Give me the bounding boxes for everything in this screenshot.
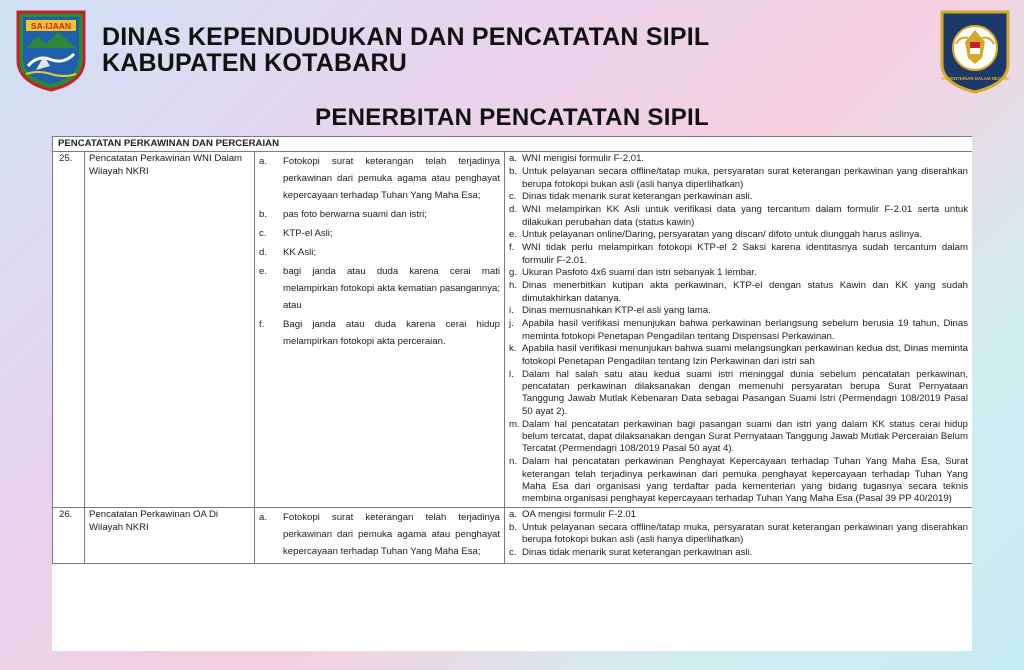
procedures-list xyxy=(509,509,968,559)
item-text: pas foto berwarna suami dan istri; xyxy=(283,209,427,221)
requirement-item xyxy=(259,244,500,261)
item-label: a. xyxy=(259,156,268,168)
item-label: d. xyxy=(259,247,268,259)
requirement-item xyxy=(259,263,500,314)
item-label: b. xyxy=(509,166,518,178)
item-text: bagi janda atau duda karena cerai mati melampirkan fotokopi akta kematian pasangannya; atau xyxy=(283,266,500,312)
item-label: g. xyxy=(509,267,518,279)
service-name: Pencatatan Perkawinan OA Di Wilayah NKRI xyxy=(85,508,255,564)
procedures-cell xyxy=(505,152,973,508)
procedure-item xyxy=(509,305,968,317)
item-text: Untuk pelayanan online/Daring, persyaratan yang discan/ difoto untuk diunggah harus aslinya. xyxy=(522,229,923,241)
item-label: f. xyxy=(259,319,265,331)
item-text: Dinas memusnahkan KTP-el asli yang lama. xyxy=(522,305,711,317)
procedure-item xyxy=(509,547,968,559)
item-text: Dinas tidak menarik surat keterangan perkawinan asli. xyxy=(522,191,753,203)
item-text: KTP-el Asli; xyxy=(283,228,333,240)
section-header-row xyxy=(53,137,973,152)
requirements-list xyxy=(259,509,500,560)
item-text: Apabila hasil verifikasi menunjukan bahwa perkawinan berlangsung sebelum berusia 19 tahun, Dinas meminta fotokopi Penetapan Pengadilan tentang Dispensasi Perkawinan. xyxy=(522,318,969,342)
item-label: m. xyxy=(509,418,520,430)
procedure-item xyxy=(509,153,968,165)
item-text: Dalam hal pencatatan perkawinan bagi pasangan suami dan istri yang dalam KK status cerai hidup belum tercatat, dapat dilaksanakan dengan Surat Pernyataan Tanggung Jawab Mutlak Perceraian Belum Tercatat (Permendagri 108/2019 Pasal 50 ayat 4). xyxy=(522,418,969,455)
procedure-item xyxy=(509,509,968,521)
item-label: h. xyxy=(509,280,518,292)
ministry-home-affairs-emblem xyxy=(938,8,1012,94)
item-text: KK Asli; xyxy=(283,247,317,259)
procedures-list xyxy=(509,153,968,505)
procedure-item xyxy=(509,229,968,241)
requirements-cell xyxy=(255,508,505,564)
procedure-item xyxy=(509,267,968,279)
requirements-cell xyxy=(255,152,505,508)
procedure-item xyxy=(509,204,968,229)
row-number: 26. xyxy=(53,508,85,564)
item-label: a. xyxy=(509,153,518,165)
item-label: e. xyxy=(259,266,268,278)
requirements-list xyxy=(259,153,500,350)
procedure-item xyxy=(509,280,968,305)
emblem-motto: SA-IJAAN xyxy=(30,21,72,31)
kotabaru-regency-emblem xyxy=(14,8,88,92)
procedure-item xyxy=(509,456,968,506)
procedure-item xyxy=(509,318,968,343)
table-row xyxy=(53,152,973,508)
organization-name: DINAS KEPENDUDUKAN DAN PENCATATAN SIPIL xyxy=(102,23,710,51)
item-text: Fotokopi surat keterangan telah terjadinya perkawinan dari pemuka agama atau penghayat kepercayaan terhadap Tuhan Yang Maha Esa; xyxy=(283,512,500,558)
item-label: k. xyxy=(509,343,517,355)
item-label: n. xyxy=(509,456,518,468)
service-name: Pencatatan Perkawinan WNI Dalam Wilayah NKRI xyxy=(85,152,255,508)
item-label: l. xyxy=(509,368,514,380)
requirement-item xyxy=(259,316,500,350)
item-label: a. xyxy=(509,509,518,521)
procedure-item xyxy=(509,191,968,203)
emblem-caption: KEMENTERIAN DALAM NEGERI xyxy=(941,76,1009,81)
item-text: WNI melampirkan KK Asli untuk verifikasi data yang tercantum dalam formulir F-2.01 serta untuk dilakukan perubahan data (status kawin) xyxy=(522,204,969,228)
item-label: i. xyxy=(509,305,514,317)
requirement-item xyxy=(259,206,500,223)
procedure-item xyxy=(509,343,968,368)
table-row xyxy=(53,508,973,564)
item-label: c. xyxy=(509,191,517,203)
item-text: Dinas tidak menarik surat keterangan perkawinan asli. xyxy=(522,547,753,559)
item-text: Bagi janda atau duda karena cerai hidup melampirkan fotokopi akta perceraian. xyxy=(283,319,500,348)
item-label: d. xyxy=(509,204,518,216)
item-text: WNI tidak perlu melampirkan fotokopi KTP-el 2 Saksi karena identitasnya sudah tercantum dalam formulir F-2.01. xyxy=(522,242,969,266)
requirement-item xyxy=(259,225,500,242)
item-text: Ukuran Pasfoto 4x6 suami dan istri sebanyak 1 lembar. xyxy=(522,267,757,279)
item-text: Untuk pelayanan secara offline/tatap muka, persyaratan surat keterangan perkawinan yang diserahkan berupa fotokopi bukan asli (asli hanya diperlihatkan) xyxy=(522,522,969,546)
item-text: Dalam hal pencatatan perkawinan Penghayat Kepercayaan terhadap Tuhan Yang Maha Esa, Surat keterangan telah terjadinya perkawinan dari pemuka penghayat kepercayaan terhadap Tuhan Yang Maha Esa dari organisasi yang terdaftar pada kementerian yang bidang tugasnya secara teknis membina organisasi penghayat kepercayaan terhadap Tuhan Yang Maha Esa (Pasal 39 PP 40/2019) xyxy=(522,456,969,505)
procedure-item xyxy=(509,166,968,191)
requirement-item xyxy=(259,153,500,204)
section-title: PENCATATAN PERKAWINAN DAN PERCERAIAN xyxy=(53,137,973,152)
row-number: 25. xyxy=(53,152,85,508)
item-text: WNI mengisi formulir F-2.01. xyxy=(522,153,645,165)
item-label: j. xyxy=(509,318,514,330)
item-label: c. xyxy=(259,228,267,240)
item-text: Fotokopi surat keterangan telah terjadinya perkawinan dari pemuka agama atau penghayat kepercayaan terhadap Tuhan Yang Maha Esa; xyxy=(283,156,500,202)
item-text: Dinas menerbitkan kutipan akta perkawinan, KTP-el dengan status Kawin dan KK yang sudah dimutakhirkan datanya. xyxy=(522,280,969,304)
procedures-cell xyxy=(505,508,973,564)
item-label: b. xyxy=(509,522,518,534)
item-text: OA mengisi formulir F-2.01 xyxy=(522,509,637,521)
procedure-item xyxy=(509,419,968,456)
procedure-item xyxy=(509,369,968,419)
procedure-item xyxy=(509,522,968,547)
procedure-item xyxy=(509,242,968,267)
services-table xyxy=(52,136,972,564)
item-label: b. xyxy=(259,209,268,221)
item-text: Dalam hal salah satu atau kedua suami istri meninggal dunia sebelum pencatatan perkawinan, pencatatan perkawinan dilaksanakan dengan memenuhi persyaratan berupa Surat Pernyataan Tanggung Jawab Mutlak Kebenaran Data sebagai Pasangan Suami Istri (Permendagri 108/2019 Pasal 50 ayat 2). xyxy=(522,368,969,417)
item-label: e. xyxy=(509,229,518,241)
regency-name: KABUPATEN KOTABARU xyxy=(102,49,407,77)
item-text: Apabila hasil verifikasi menunjukan bahwa suami melangsungkan perkawinan kedua dst, Dinas meminta fotokopi Penetapan Pengadilan tentang Izin Perkawinan dari istri sah xyxy=(522,343,969,367)
item-label: a. xyxy=(259,512,268,524)
services-table-container xyxy=(52,136,972,651)
item-label: c. xyxy=(509,547,517,559)
organization-title xyxy=(102,24,709,76)
item-text: Untuk pelayanan secara offline/tatap muka, persyaratan surat keterangan perkawinan yang diserahkan berupa fotokopi bukan asli (asli hanya diperlihatkan) xyxy=(522,166,969,190)
requirement-item xyxy=(259,509,500,560)
item-label: f. xyxy=(509,242,515,254)
page-title: PENERBITAN PENCATATAN SIPIL xyxy=(315,104,709,131)
